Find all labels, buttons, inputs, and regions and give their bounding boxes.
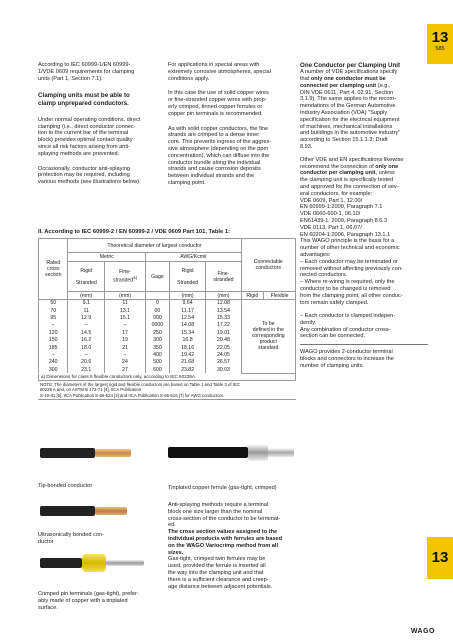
unit-awg-rigid: (mm) xyxy=(169,292,206,300)
divider xyxy=(300,344,428,345)
table-cell: 18.16 xyxy=(169,344,206,351)
table-cell: 185 xyxy=(39,344,68,351)
table-cell: 70 xyxy=(39,307,68,314)
wire-insulation-3 xyxy=(40,558,82,568)
column-2 xyxy=(168,62,296,187)
table-cell: 30.03 xyxy=(206,366,241,373)
stranded-label: Stranded xyxy=(75,279,97,286)
wire-insulation-2 xyxy=(40,506,95,516)
special-areas-paragraph: For applications in special areas with extremely corrosive atmospheres, special conditions apply. xyxy=(168,62,271,82)
table-cell: 19 xyxy=(104,336,145,343)
lower-text xyxy=(168,502,298,590)
en-text-1: Other VDE and EN specifications likewise recommend the connection of xyxy=(300,156,404,170)
table-cell: 500 xyxy=(146,359,170,366)
chapter-number-bottom: 13 xyxy=(431,549,449,566)
solid-copper-paragraph: In this case the use of solid copper wires or fine-stranded copper wires with prop- erly crimped, tinned copper ferrules or copper pin terminals is recommended. xyxy=(168,90,269,117)
en-text-bold: only one conductor per clamping unit xyxy=(300,163,399,177)
pin-caption: Crimped pin terminals (gas-tight), prefer- ably made of copper with a tinplated surface. xyxy=(38,591,139,611)
table-cell: 11 xyxy=(104,300,145,307)
rated-header: Rated cross section xyxy=(39,239,68,300)
unit-metric-rigid: (mm) xyxy=(68,292,105,300)
table-cell: 14.5 xyxy=(68,329,105,336)
table-footnote: a) Dimensions for class 5 flexible conductors only, according to IEC 60228A. xyxy=(38,374,296,381)
table-cell: 14.08 xyxy=(169,322,206,329)
defined-cell: To be defined in the corresponding product standard xyxy=(241,300,295,374)
vde-text-2: (e.g., DIN VDE 0611, Part 4, 02.91, Section 3.1.9). The same applies to the recom- mendations of the German Automotive Industry Association (VDA) "Supply specification for the electrical equipment of machines, mechanical installations and buildings in the automotive industry" according to Section 15.1.1.3; Draft 8.93. xyxy=(300,82,401,150)
tip-bonded-caption: Tip-bonded conductor xyxy=(38,483,93,489)
table-cell: 300 xyxy=(39,366,68,373)
table-cell: – xyxy=(39,351,68,358)
table-cell: 0000 xyxy=(146,322,170,329)
table-cell: – xyxy=(68,322,105,329)
table-cell: 17 xyxy=(104,329,145,336)
table-row xyxy=(39,300,296,307)
metric-rigid-stranded xyxy=(68,262,105,292)
table-cell: 11.17 xyxy=(169,307,206,314)
table-cell: – xyxy=(68,351,105,358)
table-cell: 23.1 xyxy=(68,366,105,373)
ferrule-image xyxy=(168,425,298,480)
page-number: 585 xyxy=(435,46,445,52)
table-cell: 26.57 xyxy=(206,359,241,366)
en-paragraph xyxy=(300,157,428,341)
direct-clamping-paragraph: Under normal operating conditions, direct clamping (i.e., direct conductor connec- tion to the current bar of the terminal block) provides optimal contact quality since all risk factors arising from anti- splaying methods are prevented. xyxy=(38,116,141,157)
pin xyxy=(106,560,144,566)
fine-label: Fine- stranded xyxy=(112,269,134,284)
table-cell: 12.08 xyxy=(206,300,241,307)
table-cell: 22.05 xyxy=(206,344,241,351)
table-cell: 20.6 xyxy=(68,359,105,366)
stranded-label-2: Stranded xyxy=(177,279,199,286)
table-cell: 9.1 xyxy=(68,300,105,307)
size-paragraph: Anti-splaying methods require a terminal block one size larger than the nominal cross-section of the conductor to be terminat- ed. xyxy=(168,502,281,529)
table-cell: 15.1 xyxy=(104,314,145,321)
column-1 xyxy=(38,62,166,186)
table-cell: 16.2 xyxy=(68,336,105,343)
copper-tip xyxy=(95,449,131,457)
wago-logo: WAGO xyxy=(410,628,435,635)
awg-rigid-stranded xyxy=(169,262,206,292)
metric-fine xyxy=(104,262,145,292)
ultrasonic-caption: Ultrasonically bonded con- ductor xyxy=(38,532,104,545)
table-note: NOTE: The diameters of the largest rigid and flexible conductors are based on Table 1 and Table 3 of IEC 60228 A and, on ASTM B 172-71 [4], IICA Publication S-19-81 [5], IICA Publication S-66-524 [3] and IICA Publication S-66-516 [7] for AWG conductors. xyxy=(38,381,296,400)
awg-fine: Fine- stranded xyxy=(206,262,241,292)
vde-text-1: A number of VDE specifications specify that xyxy=(300,69,398,82)
fine-sup: a) xyxy=(133,275,138,281)
yellow-sleeve xyxy=(82,554,106,572)
variocrimp-paragraph: The cross section values assigned to the individual products with ferrules are based on the WAGO Variocrimp method from all sizes. xyxy=(168,529,283,556)
rigid-label-2: Rigid xyxy=(181,267,194,274)
table-cell: 15.33 xyxy=(206,314,241,321)
table-cell: 11 xyxy=(68,307,105,314)
table-cell: – xyxy=(104,322,145,329)
one-conductor-heading: One Conductor per Clamping Unit xyxy=(300,62,401,69)
table-cell: 50 xyxy=(39,300,68,307)
rigid-label: Rigid xyxy=(80,267,93,274)
table-cell: 13.1 xyxy=(104,307,145,314)
table-cell: 13.54 xyxy=(206,307,241,314)
table-cell: – xyxy=(104,351,145,358)
table-title: II. According to IEC 60999-2 / EN 60999-2 / VDE 0609 Part 101, Table 1: xyxy=(38,229,231,235)
table-cell: 12.9 xyxy=(68,314,105,321)
flexible-col-header: Flexible xyxy=(264,292,296,300)
chapter-number: 13 xyxy=(431,29,449,46)
table-cell: 400 xyxy=(146,351,170,358)
table-cell: 150 xyxy=(39,336,68,343)
anti-splaying-paragraph: Occasionally, conductor anti-splaying protection may be required, including various methods (see illustrations below). xyxy=(38,165,141,186)
column-3 xyxy=(300,62,428,370)
table-cell: 0 xyxy=(146,300,170,307)
table-cell: 95 xyxy=(39,314,68,321)
ferrule-tube xyxy=(268,448,294,457)
copper-bonded-tip xyxy=(95,507,127,515)
table-cell: 24.05 xyxy=(206,351,241,358)
rigid-col-header: Rigid xyxy=(241,292,264,300)
unit-awg-fine: (mm) xyxy=(206,292,241,300)
theoretical-header: Theoretical diameter of largest conductor xyxy=(68,239,241,253)
ferrule-caption: Tinplated copper ferrule (gas-tight, crimped) xyxy=(168,485,277,491)
awg-header: AWG/Kcmil xyxy=(146,253,242,262)
table-cell: 15.34 xyxy=(169,329,206,336)
table-cell: 19.01 xyxy=(206,329,241,336)
conductor-table xyxy=(38,238,296,374)
table-cell: 250 xyxy=(146,329,170,336)
table-cell: 240 xyxy=(39,359,68,366)
table-cell: 12.54 xyxy=(169,314,206,321)
en-text-2: , unless the clamping unit is specifically tested and approved for the connection of sev- eral conductors, for example: VDE 0609, Part 1, 12.00/ EN 60999-1:2000, Paragraph 7.1 VDE 0660-600-1, 06.10/ EN61439-1: 2009, Paragraph 8.6.3 VDE 0113, Part 1, 06.07/ EN 60204-1:2006, Paragraph 13.1.1 This WAGO principle is the basis for a number of other technical and economic advantages: – Each conductor may be terminated or removed without affecting previously con- nected conductors. – Where re-wiring is required, only the conductor to be changed is removed from the clamping point, all other conduc- tors remain safely clamped. – Each conductor is clamped indepen- dently. Any combination of conductor cross- section can be connected. xyxy=(300,170,403,340)
fine-strands-paragraph: As with solid copper conductors, the fine strands are crimped to a dense inner core. This prevents ingress of the aggres- sive atmosphere (depending on the ppm concentration), which can diffuse into the conductor bundle along the individual strands and cause corrosion deposits between individual strands and the clamping point. xyxy=(168,125,272,186)
unit-metric-fine: (mm) xyxy=(104,292,145,300)
vde-text-bold: only one conductor must be connected per clamping unit xyxy=(300,76,386,89)
table-cell: 23.82 xyxy=(169,366,206,373)
tip-bonded-image xyxy=(40,434,135,472)
unit-gage xyxy=(146,292,170,300)
wire-insulation-4 xyxy=(168,447,248,458)
twin-ferrule-paragraph: Gas-tight, crimped twin ferrules may be used, provided the ferrule is inserted all the way into the clamping unit and that there is a sufficient clearance and creep- age distance between adjacent potentials. xyxy=(168,556,273,590)
two-conductor-paragraph: WAGO provides 2-conductor terminal blocks and connectors to increase the number of clamping units. xyxy=(300,349,394,369)
requirement-heading: Clamping units must be able to clamp unprepared conductors. xyxy=(38,92,130,107)
table-cell: 18.0 xyxy=(68,344,105,351)
intro-paragraph: According to IEC 60999-1/EN 60999- 1/VDE 0609 requirements for clamping units (Part 1, Section 7.1): xyxy=(38,62,135,82)
table-cell: 350 xyxy=(146,344,170,351)
table-cell: 120 xyxy=(39,329,68,336)
chapter-tab-bottom xyxy=(427,537,453,579)
table-cell: 9.64 xyxy=(169,300,206,307)
wire-insulation xyxy=(40,448,95,458)
table-cell: 300 xyxy=(146,336,170,343)
table-cell: 20.48 xyxy=(206,336,241,343)
table-cell: 19.42 xyxy=(169,351,206,358)
connectable-header: Connectable conductors xyxy=(241,239,295,292)
vde-paragraph xyxy=(300,69,428,151)
gage-header: Gage xyxy=(146,262,170,292)
metric-header: Metric xyxy=(68,253,146,262)
spec-table-wrap xyxy=(38,238,296,400)
chapter-tab xyxy=(427,24,453,64)
pin-terminal-image xyxy=(40,548,150,578)
table-cell: 16.8 xyxy=(169,336,206,343)
table-body xyxy=(39,300,296,374)
table-cell: 17.22 xyxy=(206,322,241,329)
ferrule-sleeve xyxy=(248,444,268,461)
table-cell: 24 xyxy=(104,359,145,366)
table-cell: 21 xyxy=(104,344,145,351)
table-cell: 27 xyxy=(104,366,145,373)
table-cell: 00 xyxy=(146,307,170,314)
table-cell: 600 xyxy=(146,366,170,373)
table-cell: – xyxy=(39,322,68,329)
table-cell: 21.68 xyxy=(169,359,206,366)
table-cell: 000 xyxy=(146,314,170,321)
ultrasonic-image xyxy=(40,496,135,526)
